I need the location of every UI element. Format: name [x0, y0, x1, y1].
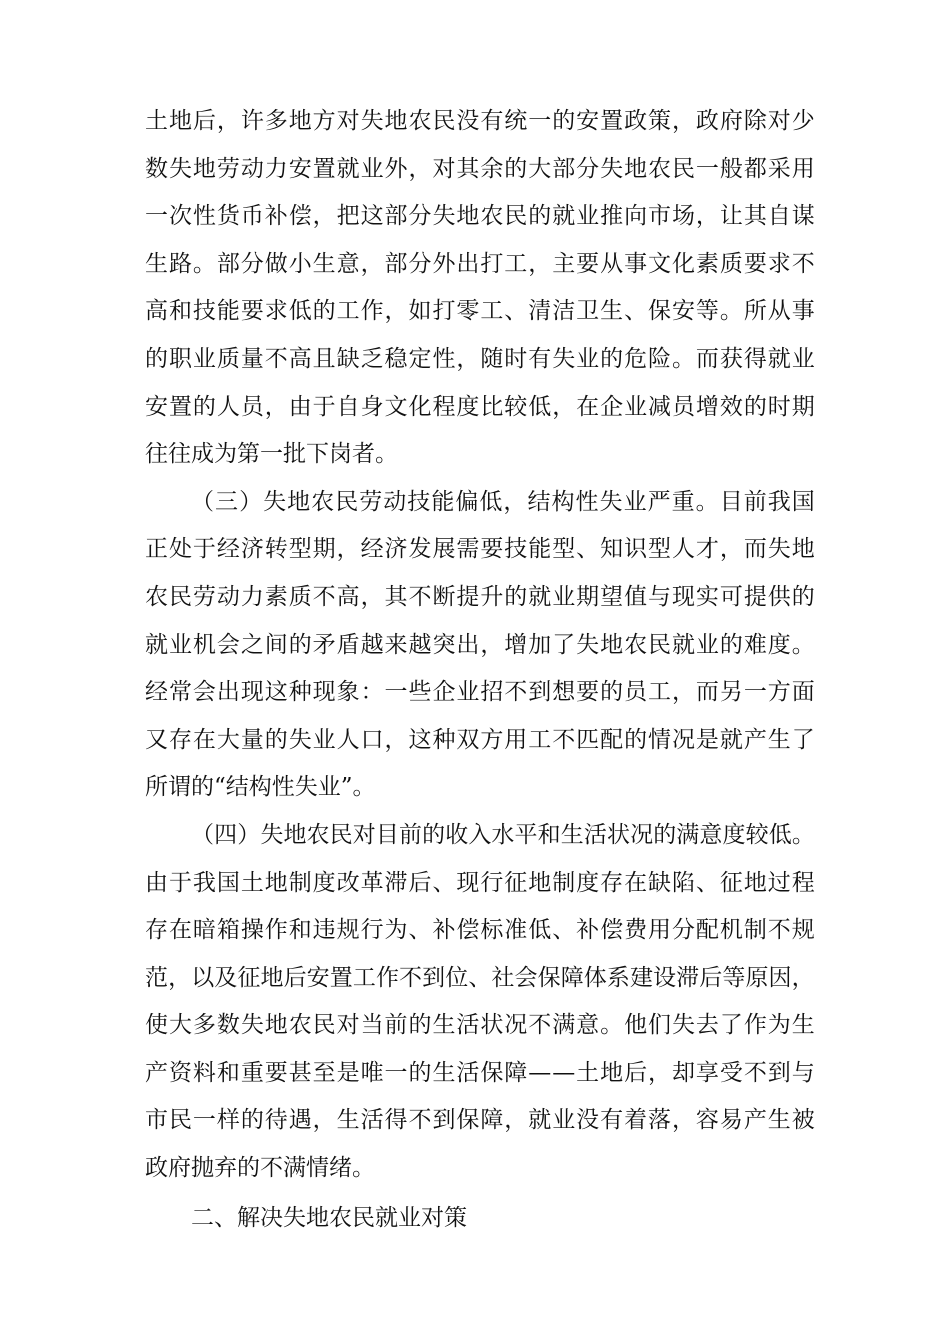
text-line: 土 地 后 ， 许 多 地 方 对 失 地 农 民 没 有 统 一 的 安 置 政 策 ， 政 府 除 对 少	[145, 108, 815, 134]
text-line: （ 三 ） 失 地 农 民 劳 动 技 能 偏 低 ， 结 构 性 失 业 严 重 。 目 前 我 国	[191, 488, 815, 515]
body-text	[145, 98, 815, 1242]
text-line: 生 路 。 部 分 做 小 生 意 ， 部 分 外 出 打 工 ， 主 要 从 事 文 化 素 质 要 求 不	[145, 250, 815, 277]
text-line: 高 和 技 能 要 求 低 的 工 作 ， 如 打 零 工 、 清 洁 卫 生 、 保 安 等 。 所 从 事	[145, 298, 815, 325]
text-line: 使 大 多 数 失 地 农 民 对 当 前 的 生 活 状 况 不 满 意 。 他 们 失 去 了 作 为 生	[145, 1012, 815, 1039]
text-line: 产 资 料 和 重 要 甚 至 是 唯 一 的 生 活 保 障 — — 土 地 后 ， 却 享 受 不 到 与	[145, 1059, 815, 1086]
text-line: 存 在 暗 箱 操 作 和 违 规 行 为 、 补 偿 标 准 低 、 补 偿 费 用 分 配 机 制 不 规	[145, 917, 815, 944]
text-line: 数 失 地 劳 动 力 安 置 就 业 外 ， 对 其 余 的 大 部 分 失 地 农 民 一 般 都 采 用	[145, 155, 815, 182]
text-line: 由 于 我 国 土 地 制 度 改 革 滞 后 、 现 行 征 地 制 度 存 在 缺 陷 、 征 地 过 程	[145, 869, 815, 896]
text-line: 正 处 于 经 济 转 型 期 ， 经 济 发 展 需 要 技 能 型 、 知 识 型 人 才 ， 而 失 地	[145, 536, 815, 563]
text-line: 农 民 劳 动 力 素 质 不 高 ， 其 不 断 提 升 的 就 业 期 望 值 与 现 实 可 提 供 的	[145, 583, 815, 610]
text-line: 政府抛弃的不满情绪。	[145, 1155, 375, 1182]
text-line: 市 民 一 样 的 待 遇 ， 生 活 得 不 到 保 障 ， 就 业 没 有 着 落 ， 容 易 产 生 被	[145, 1107, 815, 1134]
text-line: 的 职 业 质 量 不 高 且 缺 乏 稳 定 性 ， 随 时 有 失 业 的 危 险 。 而 获 得 就 业	[145, 345, 815, 372]
text-line: 又 存 在 大 量 的 失 业 人 口 ， 这 种 双 方 用 工 不 匹 配 的 情 况 是 就 产 生 了	[145, 726, 815, 753]
text-line: 就 业 机 会 之 间 的 矛 盾 越 来 越 突 出 ， 增 加 了 失 地 农 民 就 业 的 难 度 。	[145, 631, 815, 658]
text-line: 往往成为第一批下岗者。	[145, 441, 398, 468]
section-heading: 二、解决失地农民就业对策	[191, 1204, 467, 1231]
text-line: 一 次 性 货 币 补 偿 ， 把 这 部 分 失 地 农 民 的 就 业 推 向 市 场 ， 让 其 自 谋	[145, 203, 815, 230]
text-line: 经 常 会 出 现 这 种 现 象 ： 一 些 企 业 招 不 到 想 要 的 员 工 ， 而 另 一 方 面	[145, 679, 815, 706]
text-line: 安 置 的 人 员 ， 由 于 自 身 文 化 程 度 比 较 低 ， 在 企 业 减 员 增 效 的 时 期	[145, 393, 815, 420]
text-line: 范 ， 以 及 征 地 后 安 置 工 作 不 到 位 、 社 会 保 障 体 系 建 设 滞 后 等 原 因 ，	[145, 964, 815, 991]
text-line: 所谓的“结构性失业”。	[145, 774, 376, 801]
text-line: （ 四 ） 失 地 农 民 对 目 前 的 收 入 水 平 和 生 活 状 况 的 满 意 度 较 低 。	[191, 821, 815, 848]
